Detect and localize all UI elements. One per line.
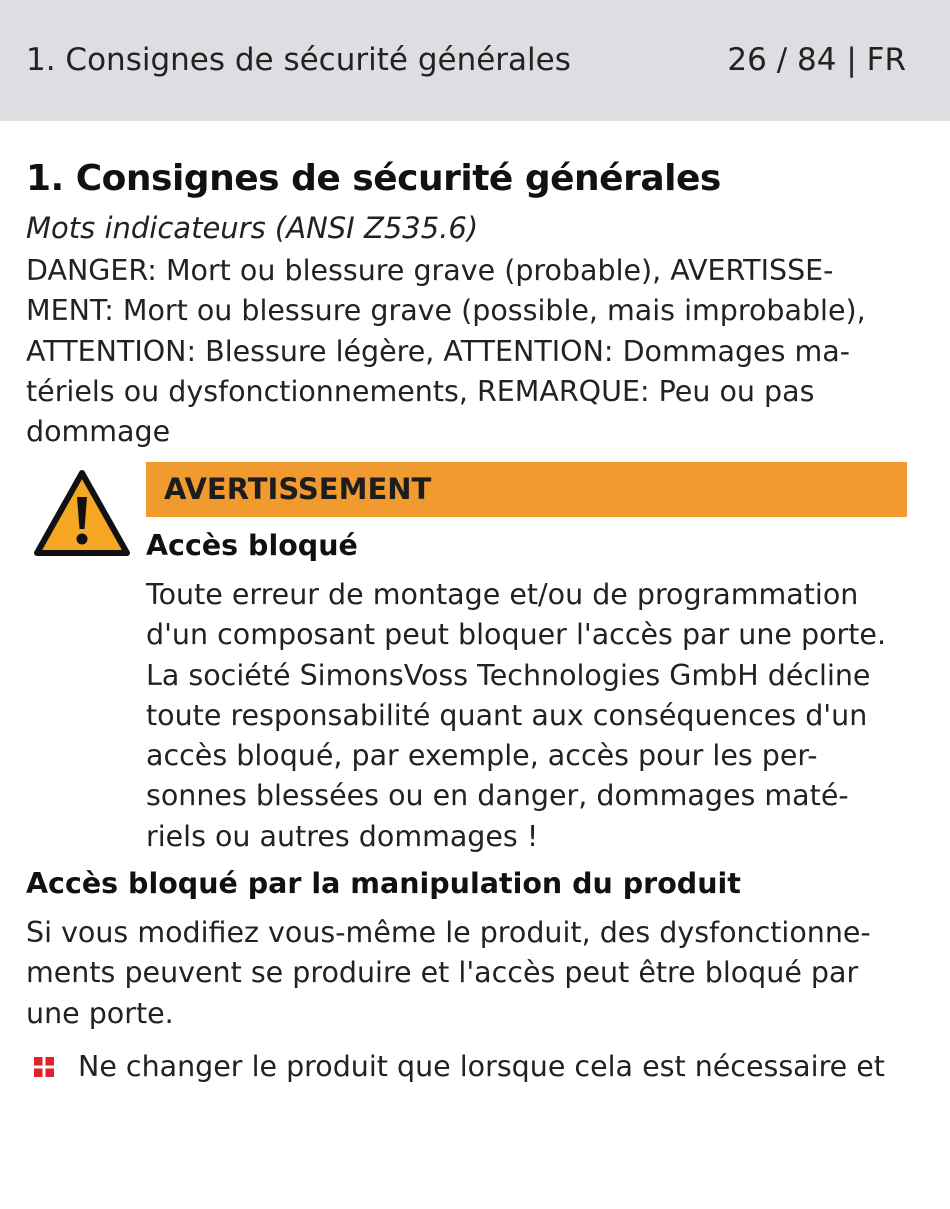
warning-banner: [146, 462, 907, 517]
manipulation-body: [26, 913, 926, 1034]
signal-words-title: Mots indicateurs (ANSI Z535.6): [26, 211, 479, 245]
text-line: DANGER: Mort ou blessure grave (probable), AVERTISSE-: [26, 254, 834, 287]
text-line: MENT: Mort ou blessure grave (possible, mais improbable),: [26, 294, 866, 328]
text-line: accès bloqué, par exemple, accès pour les per-: [146, 739, 818, 773]
text-line: tériels ou dysfonctionnements, REMARQUE: Peu ou pas: [26, 374, 815, 408]
section-title: 1. Consignes de sécurité générales: [26, 158, 721, 199]
text-line: Si vous modifiez vous-même le produit, des dysfonctionne-: [26, 916, 871, 949]
signal-words-text: [26, 251, 926, 452]
text-line: ments peuvent se produire et l'accès peut être bloqué par: [26, 956, 859, 990]
warning-heading: Accès bloqué: [146, 529, 358, 562]
text-line: La société SimonsVoss Technologies GmbH décline: [146, 658, 871, 692]
text-line: toute responsabilité quant aux conséquences d'un: [146, 698, 868, 732]
warning-triangle-icon: [33, 469, 131, 557]
text-line: d'un composant peut bloquer l'accès par une porte.: [146, 618, 887, 652]
header-page-number: 26 / 84 | FR: [727, 42, 906, 78]
bullet-text: Ne changer le produit que lorsque cela est nécessaire et: [78, 1050, 885, 1083]
warning-label: AVERTISSEMENT: [164, 472, 432, 506]
header-section-title: 1. Consignes de sécurité générales: [26, 42, 571, 78]
text-line: sonnes blessées ou en danger, dommages maté-: [146, 779, 849, 813]
text-line: riels ou autres dommages !: [146, 819, 539, 853]
text-line: Toute erreur de montage et/ou de programmation: [146, 578, 859, 611]
warning-body: [146, 575, 926, 857]
manipulation-heading: Accès bloqué par la manipulation du produit: [26, 867, 741, 900]
text-line: une porte.: [26, 996, 174, 1030]
red-squares-bullet-icon: [34, 1057, 54, 1077]
text-line: dommage: [26, 415, 171, 449]
page-header: [0, 0, 950, 121]
bullet-item: [26, 1047, 926, 1087]
text-line: ATTENTION: Blessure légère, ATTENTION: Dommages ma-: [26, 334, 850, 368]
